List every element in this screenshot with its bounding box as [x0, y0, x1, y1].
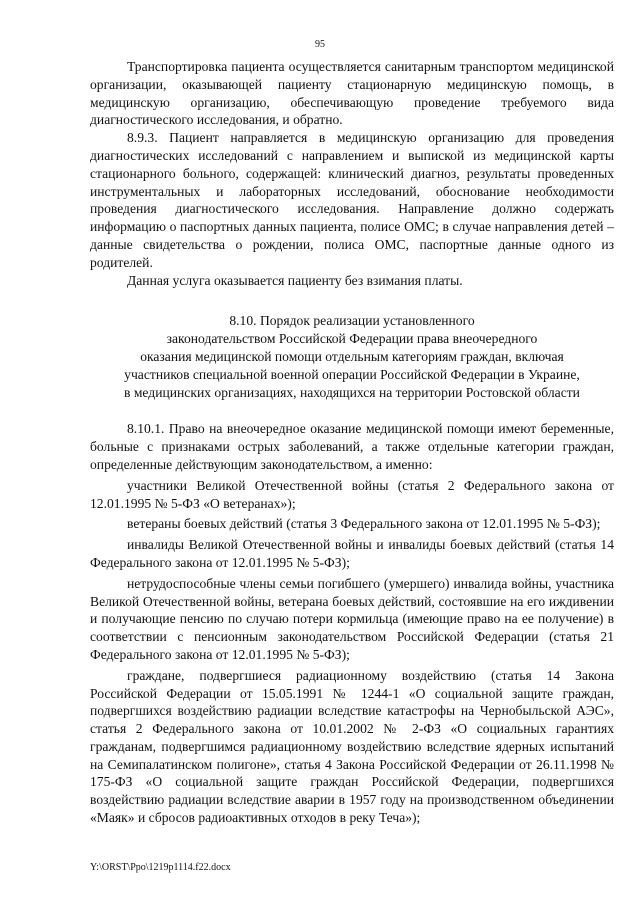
section-heading-8-10 — [90, 312, 614, 401]
list-item-family-members: нетрудоспособные члены семьи погибшего (умершего) инвалида войны, участника Великой Отечественной войны, ветерана боевых действий, состоявшие на его иждивении и получающие пенсию по случаю потери кормильца (имеющие право на ее получение) в соответствии с пенсионным законодательством Российской Федерации (статья 21 Федерального закона от 12.01.1995 № 5-ФЗ); — [90, 575, 614, 662]
heading-line: в медицинских организациях, находящихся на территории Ростовской области — [124, 384, 580, 400]
footer-file-path: Y:\ORST\Ppo\1219p1114.f22.docx — [90, 862, 231, 873]
paragraph-transport: Транспортировка пациента осуществляется санитарным транспортом медицинской организации, оказывающей пациенту стационарную медицинскую помощь, в медицинскую организацию, обеспечивающую проведение требуемого вида диагностического исследования, и обратно. — [90, 59, 614, 128]
list-item-wwii-participants: участники Великой Отечественной войны (статья 2 Федерального закона от 12.01.1995 № 5-ФЗ «О ветеранах»); — [90, 477, 614, 511]
heading-line: 8.10. Порядок реализации установленного — [229, 313, 475, 329]
heading-line: участников специальной военной операции Российской Федерации в Украине, — [124, 366, 580, 382]
heading-line: законодательством Российской Федерации права внеочередного — [166, 331, 538, 347]
document-body — [90, 58, 614, 827]
list-item-combat-veterans: ветераны боевых действий (статья 3 Федерального закона от 12.01.1995 № 5-ФЗ); — [127, 516, 601, 532]
heading-line: оказания медицинской помощи отдельным категориям граждан, включая — [140, 348, 564, 364]
paragraph-8-10-1: 8.10.1. Право на внеочередное оказание медицинской помощи имеют беременные, больные с признаками острых заболеваний, а также отдельные категории граждан, определенные действующим законодательством, а именно: — [90, 421, 614, 472]
paragraph-8-9-3: 8.9.3. Пациент направляется в медицинскую организацию для проведения диагностических исследований с направлением и выпиской из медицинской карты стационарного больного, содержащей: клинический диагноз, результаты проведенных инструментальных и лабораторных исследований, обоснование необходимости проведения диагностического исследования. Направление должно содержать информацию о паспортных данных пациента, полисе ОМС; в случае направления детей – данные свидетельства о рождении, полиса ОМС, паспортные данные одного из родителей. — [90, 130, 614, 270]
page-number: 95 — [315, 39, 325, 50]
paragraph-free-service: Данная услуга оказывается пациенту без взимания платы. — [127, 272, 463, 288]
list-item-radiation-exposed: граждане, подвергшиеся радиационному воздействию (статья 14 Закона Российской Федерации от 15.05.1991 № 1244-1 «О социальной защите граждан, подвергшихся воздействию радиации вследствие катастрофы на Чернобыльской АЭС», статья 2 Федерального закона от 10.01.2002 № 2-ФЗ «О социальных гарантиях гражданам, подвергшимся радиационному воздействию вследствие ядерных испытаний на Семипалатинском полигоне», статья 4 Закона Российской Федерации от 26.11.1998 № 175-ФЗ «О социальной защите граждан Российской Федерации, подвергшихся воздействию радиации вследствие аварии в 1957 году на производственном объединении «Маяк» и сбросов радиоактивных отходов в реку Теча»); — [90, 667, 614, 826]
list-item-disabled-veterans: инвалиды Великой Отечественной войны и инвалиды боевых действий (статья 14 Федерального закона от 12.01.1995 № 5-ФЗ); — [90, 537, 614, 570]
